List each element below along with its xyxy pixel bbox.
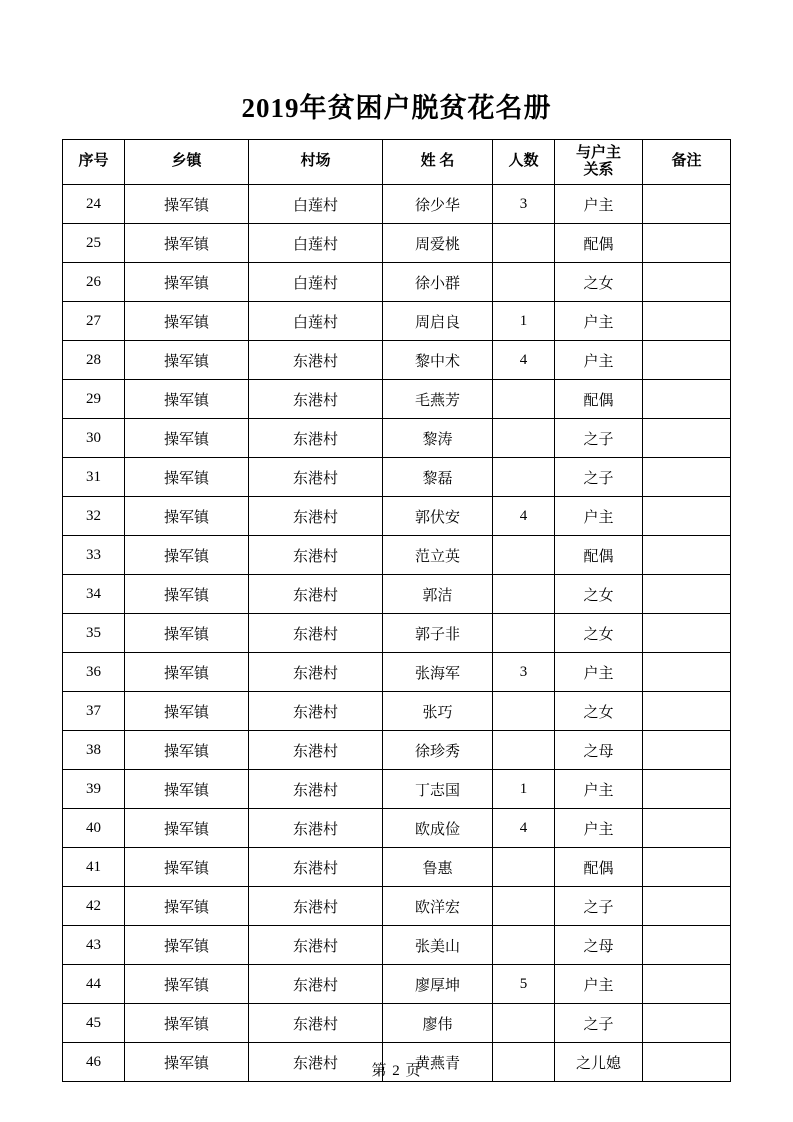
- cell-index: 24: [63, 185, 125, 224]
- cell-town: 操军镇: [125, 1043, 249, 1082]
- cell-index: 43: [63, 926, 125, 965]
- page-number-footer: 第 2 页: [371, 1063, 422, 1079]
- cell-note: [643, 458, 731, 497]
- cell-relation: 配偶: [555, 536, 643, 575]
- cell-town: 操军镇: [125, 926, 249, 965]
- cell-relation: 之女: [555, 692, 643, 731]
- cell-relation: 户主: [555, 770, 643, 809]
- cell-note: [643, 224, 731, 263]
- cell-note: [643, 1004, 731, 1043]
- cell-relation: 户主: [555, 185, 643, 224]
- cell-town: 操军镇: [125, 887, 249, 926]
- cell-note: [643, 965, 731, 1004]
- cell-village: 东港村: [249, 536, 383, 575]
- cell-name: 徐少华: [383, 185, 493, 224]
- cell-note: [643, 809, 731, 848]
- cell-index: 40: [63, 809, 125, 848]
- column-header-index: 序号: [63, 140, 125, 185]
- cell-index: 37: [63, 692, 125, 731]
- table-body: [63, 185, 731, 1082]
- cell-village: 东港村: [249, 419, 383, 458]
- cell-town: 操军镇: [125, 809, 249, 848]
- cell-town: 操军镇: [125, 302, 249, 341]
- cell-count: [493, 458, 555, 497]
- cell-town: 操军镇: [125, 848, 249, 887]
- cell-name: 廖伟: [383, 1004, 493, 1043]
- cell-relation: 配偶: [555, 848, 643, 887]
- cell-relation: 之子: [555, 458, 643, 497]
- cell-name: 毛燕芳: [383, 380, 493, 419]
- cell-village: 东港村: [249, 653, 383, 692]
- cell-name: 廖厚坤: [383, 965, 493, 1004]
- table-row: [63, 848, 731, 887]
- table-row: [63, 263, 731, 302]
- cell-count: 4: [493, 497, 555, 536]
- cell-count: [493, 1004, 555, 1043]
- table-row: [63, 887, 731, 926]
- cell-village: 东港村: [249, 731, 383, 770]
- cell-village: 白莲村: [249, 224, 383, 263]
- cell-index: 30: [63, 419, 125, 458]
- cell-town: 操军镇: [125, 497, 249, 536]
- cell-index: 27: [63, 302, 125, 341]
- cell-count: [493, 419, 555, 458]
- table-row: [63, 614, 731, 653]
- cell-name: 黎涛: [383, 419, 493, 458]
- cell-note: [643, 497, 731, 536]
- cell-name: 郭洁: [383, 575, 493, 614]
- cell-count: [493, 380, 555, 419]
- column-header-note: 备注: [643, 140, 731, 185]
- cell-relation: 配偶: [555, 224, 643, 263]
- table-row: [63, 1004, 731, 1043]
- cell-note: [643, 263, 731, 302]
- cell-note: [643, 848, 731, 887]
- cell-town: 操军镇: [125, 341, 249, 380]
- cell-town: 操军镇: [125, 965, 249, 1004]
- cell-index: 36: [63, 653, 125, 692]
- cell-count: 3: [493, 185, 555, 224]
- cell-count: 4: [493, 809, 555, 848]
- cell-relation: 之儿媳: [555, 1043, 643, 1082]
- column-header-name: 姓 名: [383, 140, 493, 185]
- cell-name: 黎中术: [383, 341, 493, 380]
- cell-index: 35: [63, 614, 125, 653]
- table-row: [63, 380, 731, 419]
- cell-town: 操军镇: [125, 1004, 249, 1043]
- cell-note: [643, 692, 731, 731]
- cell-relation: 之母: [555, 926, 643, 965]
- cell-note: [643, 341, 731, 380]
- cell-town: 操军镇: [125, 419, 249, 458]
- cell-index: 45: [63, 1004, 125, 1043]
- cell-note: [643, 536, 731, 575]
- column-header-town: 乡镇: [125, 140, 249, 185]
- cell-index: 44: [63, 965, 125, 1004]
- cell-village: 东港村: [249, 497, 383, 536]
- cell-village: 东港村: [249, 575, 383, 614]
- cell-index: 41: [63, 848, 125, 887]
- cell-note: [643, 185, 731, 224]
- cell-relation: 户主: [555, 809, 643, 848]
- cell-note: [643, 419, 731, 458]
- table-row: [63, 770, 731, 809]
- cell-village: 东港村: [249, 887, 383, 926]
- cell-name: 徐小群: [383, 263, 493, 302]
- cell-relation: 之子: [555, 1004, 643, 1043]
- cell-village: 东港村: [249, 1004, 383, 1043]
- cell-village: 东港村: [249, 1043, 383, 1082]
- cell-village: 东港村: [249, 809, 383, 848]
- cell-count: [493, 692, 555, 731]
- cell-note: [643, 731, 731, 770]
- cell-relation: 户主: [555, 653, 643, 692]
- cell-village: 东港村: [249, 692, 383, 731]
- table-header-row: [63, 140, 731, 185]
- cell-relation: 之女: [555, 614, 643, 653]
- cell-name: 欧洋宏: [383, 887, 493, 926]
- table-row: [63, 653, 731, 692]
- cell-name: 黎磊: [383, 458, 493, 497]
- cell-name: 郭子非: [383, 614, 493, 653]
- cell-note: [643, 653, 731, 692]
- cell-name: 徐珍秀: [383, 731, 493, 770]
- cell-note: [643, 575, 731, 614]
- cell-name: 范立英: [383, 536, 493, 575]
- cell-count: 3: [493, 653, 555, 692]
- cell-name: 周爱桃: [383, 224, 493, 263]
- table-row: [63, 497, 731, 536]
- cell-count: [493, 926, 555, 965]
- cell-town: 操军镇: [125, 263, 249, 302]
- cell-index: 29: [63, 380, 125, 419]
- cell-name: 丁志国: [383, 770, 493, 809]
- table-row: [63, 575, 731, 614]
- cell-village: 东港村: [249, 341, 383, 380]
- cell-note: [643, 614, 731, 653]
- cell-village: 东港村: [249, 770, 383, 809]
- cell-relation: 户主: [555, 341, 643, 380]
- cell-town: 操军镇: [125, 653, 249, 692]
- cell-village: 东港村: [249, 965, 383, 1004]
- cell-note: [643, 926, 731, 965]
- cell-note: [643, 380, 731, 419]
- cell-count: [493, 224, 555, 263]
- table-row: [63, 302, 731, 341]
- cell-town: 操军镇: [125, 458, 249, 497]
- column-header-relation-line2: 关系: [583, 162, 614, 178]
- cell-index: 31: [63, 458, 125, 497]
- cell-count: 1: [493, 770, 555, 809]
- cell-note: [643, 770, 731, 809]
- cell-count: [493, 536, 555, 575]
- cell-town: 操军镇: [125, 770, 249, 809]
- column-header-village: 村场: [249, 140, 383, 185]
- cell-relation: 之女: [555, 263, 643, 302]
- cell-name: 张巧: [383, 692, 493, 731]
- cell-relation: 配偶: [555, 380, 643, 419]
- table-row: [63, 809, 731, 848]
- cell-index: 25: [63, 224, 125, 263]
- column-header-relation: [555, 140, 643, 185]
- table-row: [63, 419, 731, 458]
- cell-relation: 户主: [555, 302, 643, 341]
- cell-note: [643, 302, 731, 341]
- cell-count: 4: [493, 341, 555, 380]
- cell-count: [493, 731, 555, 770]
- cell-count: [493, 848, 555, 887]
- cell-relation: 之子: [555, 419, 643, 458]
- cell-index: 33: [63, 536, 125, 575]
- table-row: [63, 965, 731, 1004]
- cell-town: 操军镇: [125, 575, 249, 614]
- column-header-count: 人数: [493, 140, 555, 185]
- cell-village: 白莲村: [249, 263, 383, 302]
- table-row: [63, 926, 731, 965]
- cell-name: 郭伏安: [383, 497, 493, 536]
- poverty-alleviation-roster-table: [62, 139, 731, 1082]
- cell-index: 42: [63, 887, 125, 926]
- column-header-relation-line1: 与户主: [575, 145, 621, 162]
- table-row: [63, 731, 731, 770]
- cell-relation: 户主: [555, 965, 643, 1004]
- cell-relation: 户主: [555, 497, 643, 536]
- cell-village: 东港村: [249, 380, 383, 419]
- cell-town: 操军镇: [125, 380, 249, 419]
- cell-index: 32: [63, 497, 125, 536]
- cell-relation: 之母: [555, 731, 643, 770]
- table-row: [63, 458, 731, 497]
- cell-name: 张美山: [383, 926, 493, 965]
- table-row: [63, 692, 731, 731]
- table-row: [63, 224, 731, 263]
- cell-count: [493, 575, 555, 614]
- cell-town: 操军镇: [125, 536, 249, 575]
- cell-count: [493, 263, 555, 302]
- cell-count: 1: [493, 302, 555, 341]
- cell-count: 5: [493, 965, 555, 1004]
- cell-relation: 之子: [555, 887, 643, 926]
- cell-note: [643, 887, 731, 926]
- cell-town: 操军镇: [125, 185, 249, 224]
- cell-index: 39: [63, 770, 125, 809]
- page-title: 2019年贫困户脱贫花名册: [241, 93, 552, 123]
- cell-index: 46: [63, 1043, 125, 1082]
- cell-town: 操军镇: [125, 224, 249, 263]
- cell-index: 34: [63, 575, 125, 614]
- cell-name: 张海军: [383, 653, 493, 692]
- cell-count: [493, 887, 555, 926]
- cell-index: 38: [63, 731, 125, 770]
- cell-index: 26: [63, 263, 125, 302]
- cell-town: 操军镇: [125, 614, 249, 653]
- cell-town: 操军镇: [125, 692, 249, 731]
- cell-village: 东港村: [249, 458, 383, 497]
- table-row: [63, 341, 731, 380]
- table-row: [63, 185, 731, 224]
- cell-name: 黄燕青: [383, 1043, 493, 1082]
- cell-name: 鲁惠: [383, 848, 493, 887]
- cell-village: 东港村: [249, 926, 383, 965]
- cell-count: [493, 614, 555, 653]
- table-row: [63, 536, 731, 575]
- cell-village: 东港村: [249, 848, 383, 887]
- cell-relation: 之女: [555, 575, 643, 614]
- cell-village: 白莲村: [249, 302, 383, 341]
- cell-village: 东港村: [249, 614, 383, 653]
- cell-name: 欧成俭: [383, 809, 493, 848]
- cell-index: 28: [63, 341, 125, 380]
- cell-village: 白莲村: [249, 185, 383, 224]
- cell-name: 周启良: [383, 302, 493, 341]
- cell-town: 操军镇: [125, 731, 249, 770]
